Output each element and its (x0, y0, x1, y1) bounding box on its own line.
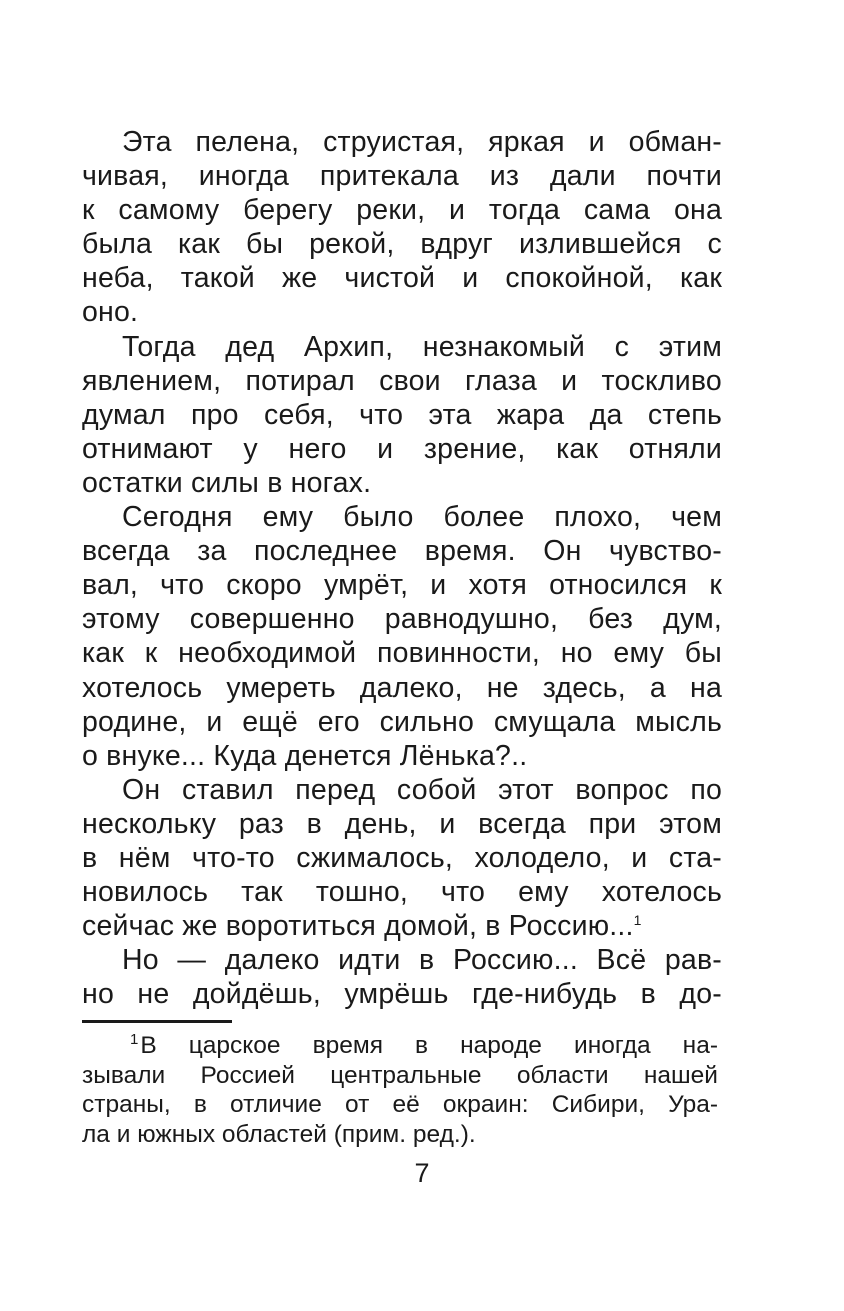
footnote-reference: 1 (633, 912, 642, 929)
footnote-line (82, 1031, 718, 1061)
paragraph (82, 773, 722, 943)
text-line: Но — далеко идти в Россию... Всё рав- (122, 944, 722, 977)
text-line: к самому берегу реки, и тогда сама она (82, 194, 722, 227)
text-line: но не дойдёшь, умрёшь где-нибудь в до- (82, 978, 722, 1011)
footnote-line: страны, в отличие от её окраин: Сибири, Ура- (82, 1091, 718, 1118)
text-line: всегда за последнее время. Он чувство- (82, 535, 722, 568)
text-line: думал про себя, что эта жара да степь (82, 398, 722, 431)
text-line-with-footnote (82, 909, 722, 943)
text-line: Он ставил перед собой этот вопрос по (122, 773, 722, 806)
text-line: чивая, иногда притекала из дали почти (82, 160, 722, 193)
text-line: родине, и ещё его сильно смущала мысль (82, 705, 722, 738)
text-line: остатки силы в ногах. (82, 466, 372, 499)
paragraph (82, 943, 722, 1011)
text-line: оно. (82, 296, 139, 329)
paragraph (82, 500, 722, 773)
page-number: 7 (414, 1158, 430, 1188)
text-line: отнимают у него и зрение, как отняли (82, 432, 722, 465)
text-line: в нём что-то сжималось, холодело, и ста- (82, 841, 722, 874)
footnote-line: зывали Россией центральные области нашей (82, 1061, 718, 1089)
paragraph (82, 330, 722, 500)
footnote-line: ла и южных областей (прим. ред.). (82, 1120, 476, 1148)
text-line: этому совершенно равнодушно, без дум, (82, 603, 722, 636)
text-line: о внуке... Куда денется Лёнька?.. (82, 739, 528, 772)
text-line: Сегодня ему было более плохо, чем (122, 501, 722, 534)
footnote-text: В царское время в народе иногда на- (140, 1032, 718, 1059)
text-line: сейчас же воротиться домой, в Россию... (82, 910, 634, 943)
text-line: новилось так тошно, что ему хотелось (82, 876, 722, 909)
text-line: неба, такой же чистой и спокойной, как (82, 262, 722, 295)
text-line: как к необходимой повинности, но ему бы (82, 637, 722, 670)
footnote (82, 1031, 718, 1149)
text-line: Тогда дед Архип, незнакомый с этим (122, 330, 722, 363)
text-line: явлением, потирал свои глаза и тоскливо (82, 364, 722, 397)
text-line: хотелось умереть далеко, не здесь, а на (82, 671, 722, 704)
footnote-divider (82, 1020, 232, 1023)
text-line: была как бы рекой, вдруг излившейся с (82, 228, 722, 261)
text-line: Эта пелена, струистая, яркая и обман- (122, 126, 722, 158)
text-line: вал, что скоро умрёт, и хотя относился к (82, 569, 722, 602)
text-line: нескольку раз в день, и всегда при этом (82, 807, 722, 840)
main-text (82, 125, 722, 1011)
paragraph (82, 125, 722, 330)
footnote-number: 1 (130, 1031, 139, 1048)
